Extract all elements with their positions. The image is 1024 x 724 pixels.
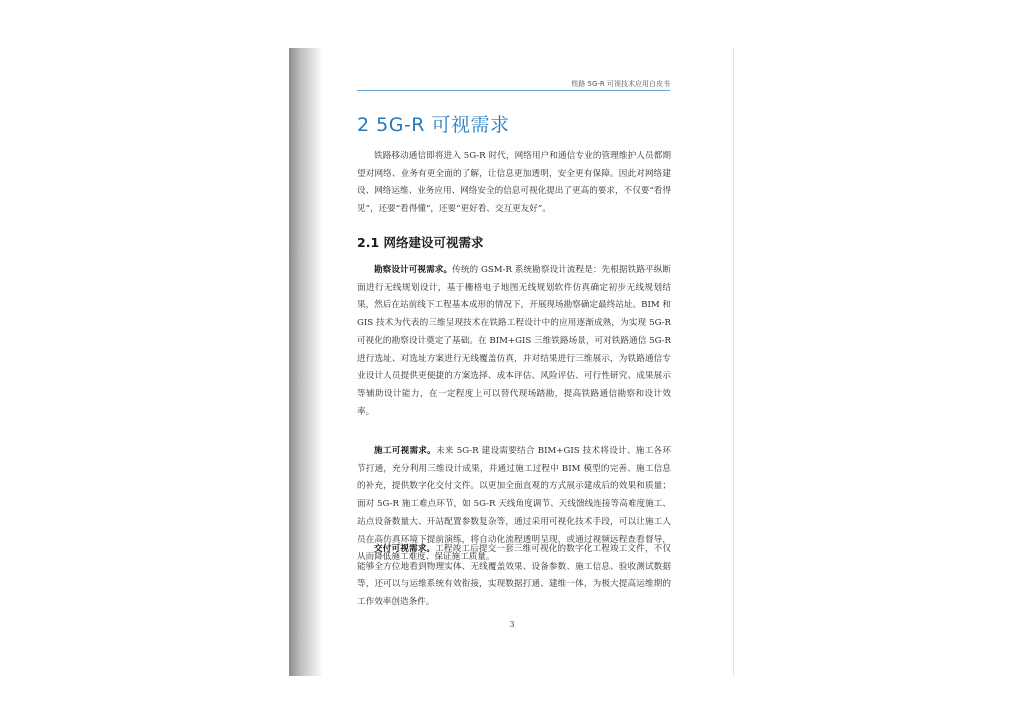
page-binding-shadow <box>289 48 323 676</box>
header-rule <box>357 90 670 91</box>
delivery-text: 工程竣工后提交一套三维可视化的数字化工程竣工文件，不仅能够全方位地看到物理实体、无线覆盖效果、设备参数、施工信息、验收测试数据等，还可以与运维系统有效衔接，实现数据打通、建维一体，为极大提高运维期的工作效率创造条件。 <box>357 544 671 608</box>
survey-design-lead: 勘察设计可视需求。 <box>374 265 453 275</box>
survey-design-text: 传统的 GSM-R 系统勘察设计流程是：先根据铁路平纵断面进行无线规划设计，基于栅格电子地图无线规划软件仿真确定初步无线规划结果，然后在站前线下工程基本成形的情况下，开展现场勘察确定最终站址。BIM 和 GIS 技术为代表的三维呈现技术在铁路工程设计中的应用逐渐成熟，为实现 5G-R 可视化的勘察设计奠定了基础。在 BIM+GIS 三维铁路场景，可对铁路通信 5G-R 进行选址、对选址方案进行无线覆盖仿真，并对结果进行三维展示，为铁路通信专业设计人员提供更便捷的方案选择、成本评估、风险评估、可行性研究、成果展示等辅助设计能力，在一定程度上可以替代现场踏勘，提高铁路通信勘察和设计效率。 <box>357 265 671 417</box>
delivery-lead: 交付可视需求。 <box>374 544 436 554</box>
intro-paragraph: 铁路移动通信即将进入 5G-R 时代，网络用户和通信专业的管理维护人员都期望对网络、业务有更全面的了解，让信息更加透明，安全更有保障。因此对网络建设、网络运维、业务应用、网络安全的信息可视化提出了更高的要求，不仅要“看得见”，还要“看得懂”，还要“更好看、交互更友好”。 <box>357 151 671 215</box>
delivery-paragraph <box>357 541 671 612</box>
running-header: 铁路 5G-R 可视技术应用白皮书 <box>571 80 670 88</box>
page-number: 3 <box>509 620 515 629</box>
construction-lead: 施工可视需求。 <box>374 446 437 456</box>
chapter-title: 2 5G-R 可视需求 <box>357 114 510 136</box>
section-title: 2.1 网络建设可视需求 <box>357 235 484 250</box>
survey-design-paragraph <box>357 262 671 421</box>
construction-text: 未来 5G-R 建设需要结合 BIM+GIS 技术将设计、施工各环节打通，充分利用三维设计成果，并通过施工过程中 BIM 模型的完善、施工信息的补充，提供数字化交付文件。以更加全面直观的方式展示建成后的效果和质量；面对 5G-R 施工难点环节，如 5G-R 天线角度调节、天线馈线连接等高难度施工、站点设备数量大、开站配置参数复杂等，通过采用可视化技术手段，可以让施工人员在高仿真环境下提前演练，将自动化流程透明呈现，或通过视频远程查看督导，从而降低施工难度、保证施工质量。 <box>357 446 671 563</box>
